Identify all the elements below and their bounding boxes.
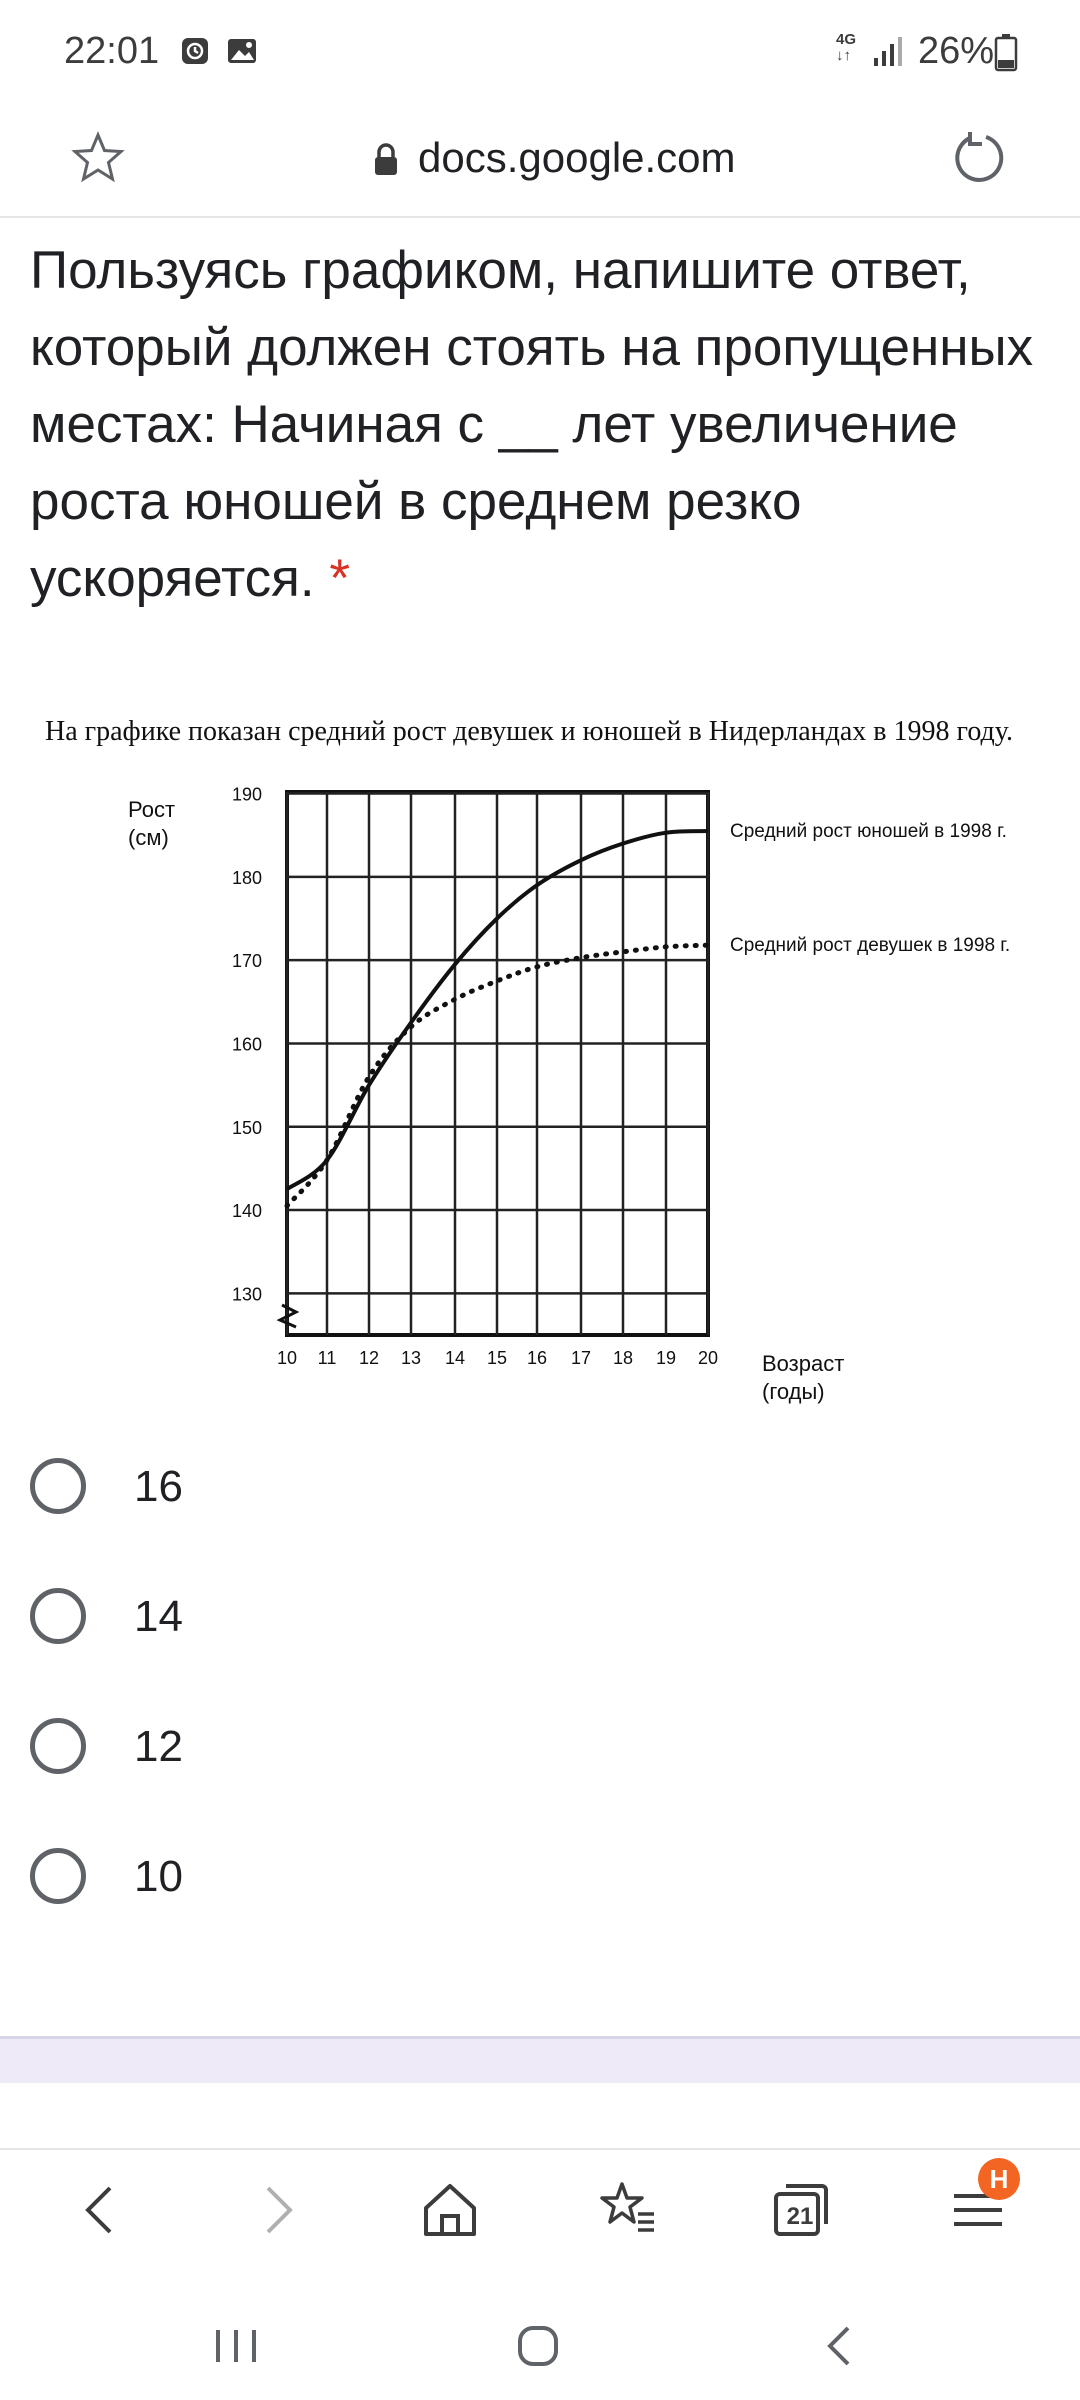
battery-percent: 26%: [918, 30, 995, 72]
tab-count: 21: [786, 2203, 814, 2230]
option-label: 10: [134, 1852, 183, 1901]
battery-icon: [994, 34, 1018, 72]
x-tick-label: 20: [697, 1348, 719, 1368]
system-back-icon[interactable]: [810, 2316, 870, 2376]
option-16[interactable]: [30, 1450, 630, 1530]
height-chart: [0, 770, 1080, 1410]
option-12[interactable]: [30, 1710, 630, 1790]
bookmark-star-icon[interactable]: [70, 130, 126, 186]
status-time: 22:01: [64, 30, 160, 72]
option-label: 14: [134, 1592, 183, 1641]
y-tick-label: 160: [232, 1034, 263, 1055]
x-tick-label: 15: [486, 1348, 508, 1368]
x-axis-label: Возраст: [762, 1351, 845, 1376]
option-label: 16: [134, 1462, 183, 1511]
x-tick-label: 11: [317, 1348, 337, 1368]
radio-button[interactable]: [30, 1848, 86, 1904]
x-tick-label: 18: [612, 1348, 634, 1368]
y-axis-label: (см): [128, 825, 169, 850]
series-label-boys: Средний рост юношей в 1998 г.: [730, 821, 1007, 843]
forward-icon[interactable]: [244, 2178, 308, 2242]
option-10[interactable]: [30, 1840, 630, 1920]
gallery-icon: [226, 36, 258, 66]
system-nav-bar: [0, 2290, 1080, 2400]
chart-title: На графике показан средний рост девушек и юношей в Нидерландах в 1998 году.: [45, 716, 1013, 747]
radio-button[interactable]: [30, 1718, 86, 1774]
network-type: 4G ↓↑: [836, 31, 857, 64]
lock-icon: [372, 142, 400, 178]
alarm-icon: [180, 36, 210, 66]
option-14[interactable]: [30, 1580, 630, 1660]
x-tick-label: 19: [655, 1348, 677, 1368]
status-bar: [0, 0, 1080, 104]
back-icon[interactable]: [70, 2178, 134, 2242]
question-body: Пользуясь графиком, напишите ответ, который должен стоять на пропущенных местах: Начиная с __ лет увеличение роста юношей в среднем резко ускоряется.: [30, 241, 1034, 608]
x-axis-label: (годы): [762, 1379, 825, 1404]
y-tick-label: 130: [232, 1284, 263, 1305]
y-tick-label: 180: [232, 867, 263, 888]
x-tick-label: 13: [400, 1348, 422, 1368]
y-tick-label: 140: [232, 1201, 263, 1222]
home-button-icon[interactable]: [508, 2316, 568, 2376]
series-label-girls: Средний рост девушек в 1998 г.: [730, 935, 1011, 957]
x-tick-label: 16: [526, 1348, 548, 1368]
x-tick-label: 17: [570, 1348, 592, 1368]
recent-apps-icon[interactable]: [206, 2316, 266, 2376]
y-axis-label: Рост: [128, 797, 176, 822]
section-divider: [0, 2036, 1080, 2083]
menu-badge: H: [978, 2158, 1020, 2200]
reload-icon[interactable]: [950, 128, 1010, 188]
browser-nav-bar: [0, 2148, 1080, 2274]
y-tick-label: 150: [232, 1117, 263, 1138]
radio-button[interactable]: [30, 1458, 86, 1514]
y-tick-label: 170: [232, 951, 263, 972]
question-text: [30, 232, 1060, 617]
url-text[interactable]: docs.google.com: [418, 134, 736, 181]
required-mark: *: [329, 549, 350, 608]
y-tick-label: 190: [232, 784, 263, 805]
x-tick-label: 10: [276, 1348, 298, 1368]
signal-icon: [872, 34, 906, 68]
home-icon[interactable]: [418, 2178, 482, 2242]
url-bar: [0, 104, 1080, 218]
x-tick-label: 12: [358, 1348, 380, 1368]
radio-button[interactable]: [30, 1588, 86, 1644]
x-tick-label: 14: [444, 1348, 466, 1368]
option-label: 12: [134, 1722, 183, 1771]
bookmarks-icon[interactable]: [596, 2178, 660, 2242]
axis-break-mark: [280, 1305, 296, 1327]
